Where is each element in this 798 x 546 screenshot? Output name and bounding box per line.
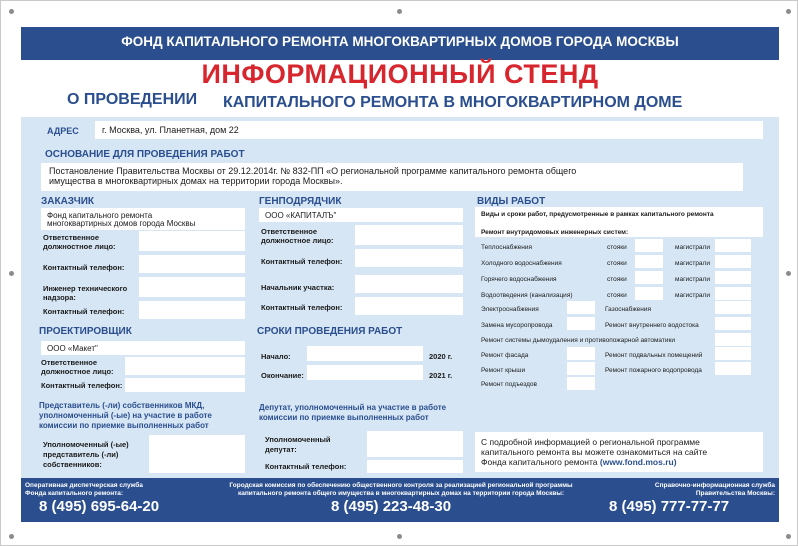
contractor-responsible-field (355, 225, 463, 245)
works-check-box (715, 347, 751, 360)
contractor-phone-field (355, 249, 463, 267)
works-check-box (567, 362, 595, 375)
contractor-phone-label-2: Контактный телефон: (261, 303, 343, 312)
works-row-a: стояки (607, 244, 627, 251)
designer-phone-label: Контактный телефон: (41, 381, 123, 390)
works-roof: Ремонт крыши (481, 367, 526, 374)
works-row-name: Горячего водоснабжения (481, 276, 557, 283)
works-row-name: Водоотведения (канализация) (481, 292, 573, 299)
works-check-box (635, 271, 663, 284)
customer-phone-label-2: Контактный телефон: (43, 307, 125, 316)
schedule-end-field (307, 365, 423, 380)
works-fire-water: Ремонт пожарного водопровода (605, 367, 702, 374)
works-check-box (567, 347, 595, 360)
designer-name: ООО «Макет" (47, 344, 98, 353)
owners-field (149, 435, 245, 473)
basis-line-2: имущества в многоквартирных домах на территории города Москвы». (49, 176, 343, 186)
customer-responsible-label-1: Ответственное (43, 233, 100, 242)
designer-responsible-label-2: должностное лицо: (41, 367, 114, 376)
contractor-phone-label: Контактный телефон: (261, 257, 343, 266)
footer-right-label-1: Справочно-информационная служба (654, 482, 775, 489)
customer-phone-field (139, 255, 245, 273)
schedule-title: СРОКИ ПРОВЕДЕНИЯ РАБОТ (257, 326, 403, 337)
schedule-start-year: 2020 г. (429, 352, 453, 361)
works-row-a: стояки (607, 292, 627, 299)
designer-responsible-field (125, 357, 245, 375)
works-check-box (715, 333, 751, 346)
fund-website-link[interactable]: (www.fond.mos.ru) (599, 457, 677, 467)
grommet (9, 534, 14, 539)
basis-title: ОСНОВАНИЕ ДЛЯ ПРОВЕДЕНИЯ РАБОТ (45, 149, 245, 160)
schedule-start-field (307, 346, 423, 361)
footer-left-phone[interactable]: 8 (495) 695-64-20 (39, 498, 160, 515)
works-facade: Ремонт фасада (481, 352, 529, 359)
works-check-box (635, 287, 663, 300)
works-drain: Ремонт внутреннего водостока (605, 322, 699, 329)
deputy-heading-2: комиссии по приемке выполненных работ (259, 413, 429, 422)
works-check-box (567, 377, 595, 390)
footer-mid-label-1: Городская комиссия по обеспечению общественного контроля за реализацией региональной программы (229, 482, 573, 489)
more-info-text: Фонда капитального ремонта (481, 457, 598, 467)
works-check-box (567, 317, 595, 330)
works-check-box (715, 301, 751, 314)
more-info-line-2: капитального ремонта вы можете ознакомиться на сайте (481, 447, 708, 457)
address-value: г. Москва, ул. Планетная, дом 22 (102, 125, 239, 135)
works-row-a: стояки (607, 276, 627, 283)
works-check-box (635, 255, 663, 268)
owners-label-2: представитель (-ли) (43, 450, 119, 459)
owners-heading-3: комиссии по приемке выполненных работ (39, 421, 209, 430)
customer-engineer-label-2: надзора: (43, 293, 76, 302)
customer-engineer-field (139, 277, 245, 297)
works-check-box (715, 362, 751, 375)
contractor-title: ГЕНПОДРЯДЧИК (259, 196, 342, 207)
works-internal-title: Ремонт внутридомовых инженерных систем: (481, 229, 629, 236)
works-row-b: магистрали (675, 260, 710, 267)
designer-responsible-label-1: Ответственное (41, 358, 98, 367)
deputy-label-2: депутат: (265, 445, 297, 454)
works-row-a: стояки (607, 260, 627, 267)
more-info-line-3 (481, 458, 677, 467)
footer-mid-phone[interactable]: 8 (495) 223-48-30 (331, 498, 452, 515)
grommet (786, 9, 791, 14)
customer-phone-field-2 (139, 301, 245, 319)
works-smoke: Ремонт системы дымоудаления и противопожарной автоматики (481, 337, 675, 344)
works-row-b: магистрали (675, 292, 710, 299)
footer-left-label-1: Оперативная диспетчерская служба (25, 482, 143, 489)
deputy-phone-field (367, 460, 463, 473)
grommet (9, 271, 14, 276)
designer-phone-field (125, 378, 245, 392)
deputy-phone-label: Контактный телефон: (265, 462, 347, 471)
works-check-box (715, 271, 751, 284)
owners-heading-1: Представитель (-ли) собственников МКД, (39, 401, 205, 410)
subtitle-right: КАПИТАЛЬНОГО РЕМОНТА В МНОГОКВАРТИРНОМ ДОМЕ (223, 94, 683, 111)
customer-responsible-label-2: должностное лицо: (43, 242, 116, 251)
contractor-responsible-label-1: Ответственное (261, 227, 318, 236)
contractor-responsible-label-2: должностное лицо: (261, 236, 334, 245)
owners-heading-2: уполномоченный (-ые) на участие в работе (39, 411, 212, 420)
works-check-box (567, 301, 595, 314)
works-row-name: Теплоснабжения (481, 244, 533, 251)
grommet (786, 534, 791, 539)
grommet (397, 534, 402, 539)
grommet (397, 9, 402, 14)
schedule-end-label: Окончание: (261, 371, 304, 380)
grommet (9, 9, 14, 14)
footer-mid-label-2: капитального ремонта общего имущества в многоквартирных домах на территории города Москвы: (237, 490, 565, 497)
works-gas: Газоснабжения (605, 306, 652, 313)
footer-left-label-2: Фонда капитального ремонта: (25, 490, 124, 497)
subtitle-left: О ПРОВЕДЕНИИ (67, 91, 198, 108)
address-label: АДРЕС (47, 126, 79, 136)
deputy-label-1: Уполномоченный (265, 435, 331, 444)
works-check-box (635, 239, 663, 252)
works-row-name: Холодного водоснабжения (481, 260, 562, 267)
customer-title: ЗАКАЗЧИК (41, 196, 95, 207)
contractor-site-chief-field (355, 275, 463, 293)
works-entrances: Ремонт подъездов (481, 381, 537, 388)
schedule-end-year: 2021 г. (429, 371, 453, 380)
owners-label-3: собственников: (43, 460, 102, 469)
customer-name-2: многоквартирных домов города Москвы (47, 219, 196, 228)
works-check-box (715, 317, 751, 330)
works-row-b: магистрали (675, 276, 710, 283)
contractor-name: ООО «КАПИТАЛЪ" (265, 211, 337, 220)
customer-responsible-field (139, 231, 245, 251)
customer-phone-label: Контактный телефон: (43, 263, 125, 272)
schedule-start-label: Начало: (261, 352, 291, 361)
designer-title: ПРОЕКТИРОВЩИК (39, 326, 132, 337)
basis-line-1: Постановление Правительства Москвы от 29.12.2014г. № 832-ПП «О региональной программе капитального ремонта общего (49, 166, 577, 176)
works-check-box (715, 255, 751, 268)
contractor-site-chief-label: Начальник участка: (261, 283, 335, 292)
grommet (786, 271, 791, 276)
works-check-box (715, 287, 751, 300)
footer-right-phone[interactable]: 8 (495) 777-77-77 (609, 498, 730, 515)
fund-title: ФОНД КАПИТАЛЬНОГО РЕМОНТА МНОГОКВАРТИРНЫХ ДОМОВ ГОРОДА МОСКВЫ (121, 34, 679, 49)
deputy-field (367, 431, 463, 457)
works-basement: Ремонт подвальных помещений (605, 352, 703, 359)
customer-name-1: Фонд капитального ремонта (47, 211, 153, 220)
more-info-line-1: С подробной информацией о региональной программе (481, 437, 700, 447)
works-row-b: магистрали (675, 244, 710, 251)
deputy-heading-1: Депутат, уполномоченный на участие в работе (259, 403, 447, 412)
works-intro: Виды и сроки работ, предусмотренные в рамках капитального ремонта (481, 211, 714, 218)
contractor-phone-field-2 (355, 297, 463, 315)
works-title: ВИДЫ РАБОТ (477, 196, 546, 207)
stand-title: ИНФОРМАЦИОННЫЙ СТЕНД (201, 59, 599, 89)
works-check-box (715, 239, 751, 252)
customer-engineer-label-1: Инженер технического (43, 284, 128, 293)
works-chute: Замена мусоропровода (481, 322, 553, 329)
works-power: Электроснабжения (481, 306, 539, 313)
owners-label-1: Уполномоченный (-ые) (43, 440, 129, 449)
footer-right-label-2: Правительства Москвы: (695, 490, 775, 497)
